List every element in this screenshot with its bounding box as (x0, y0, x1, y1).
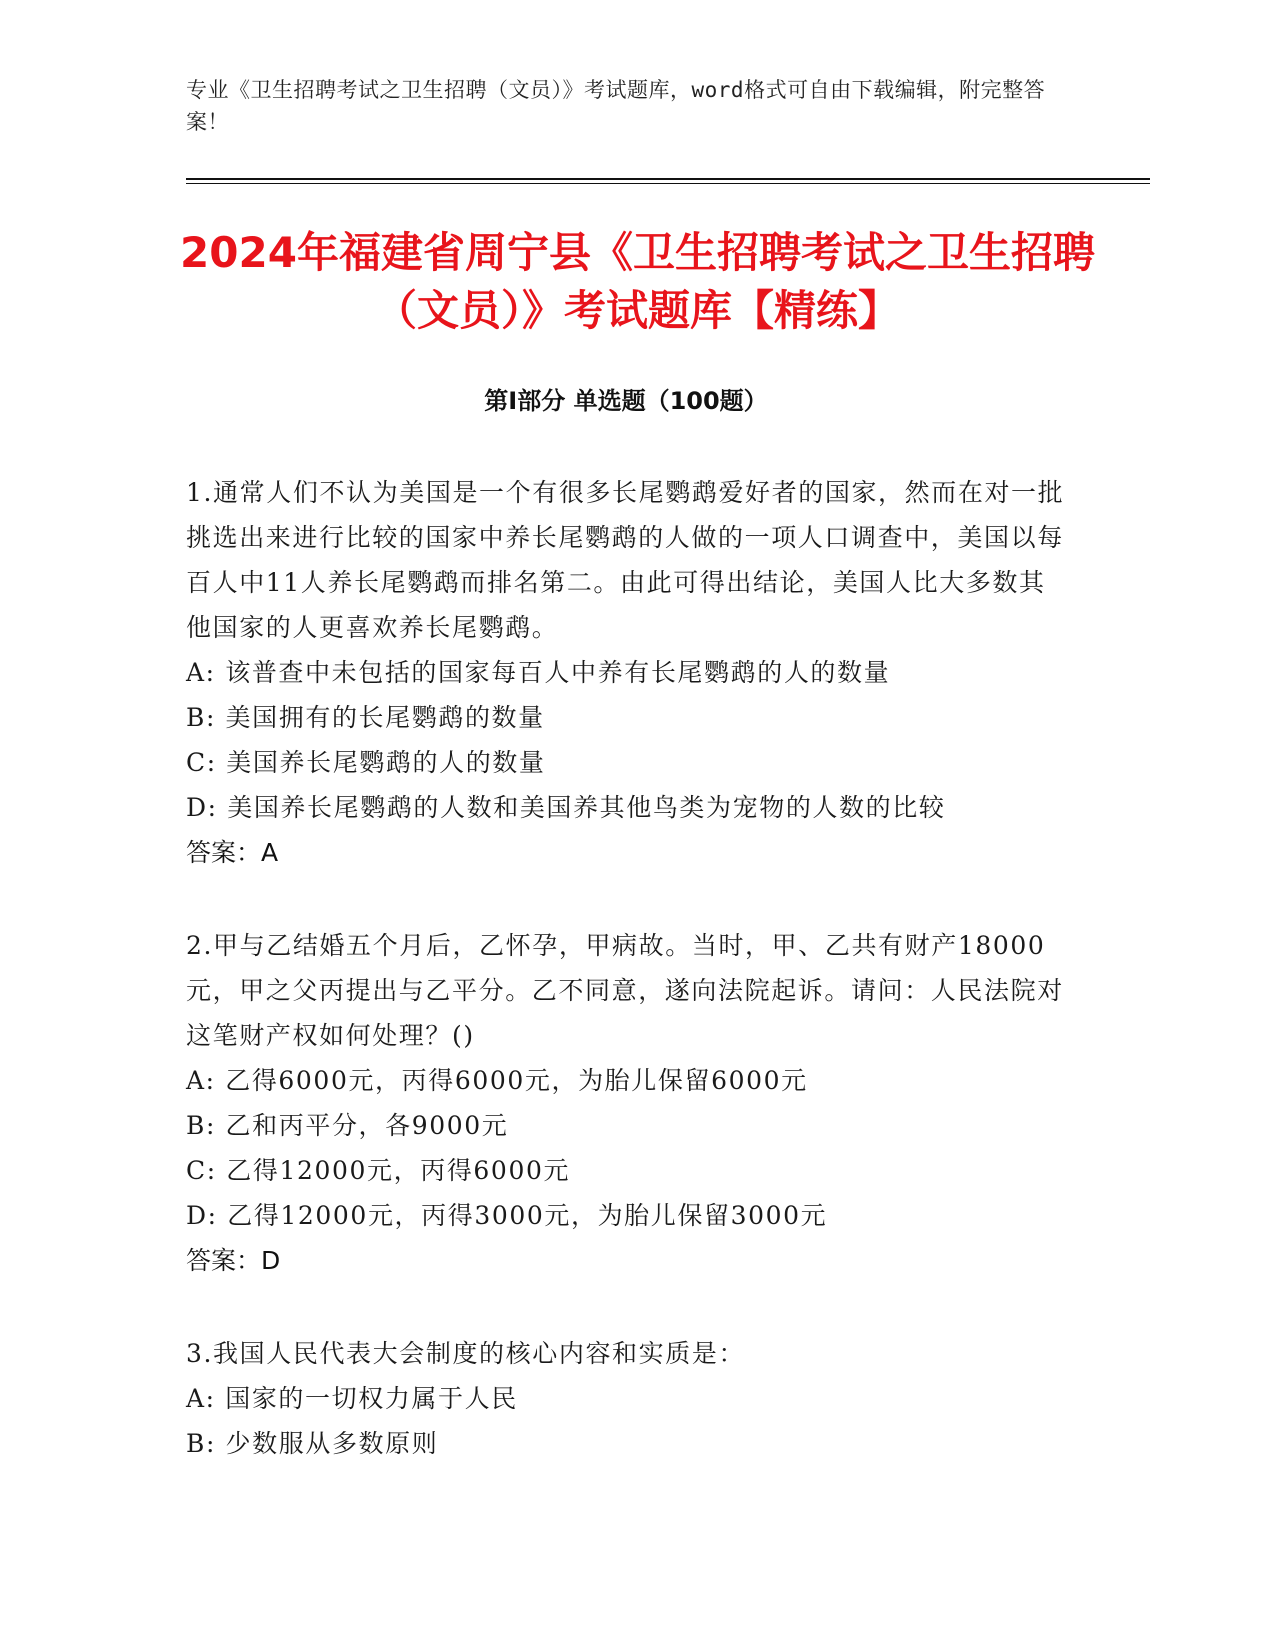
question-list (186, 470, 1066, 1514)
option-c: C: 美国养长尾鹦鹉的人的数量 (186, 748, 546, 777)
option-b: B: 乙和丙平分，各9000元 (186, 1111, 509, 1140)
option-b: B: 少数服从多数原则 (186, 1429, 439, 1458)
answer-line: 答案：A (186, 838, 279, 867)
question-3 (186, 1331, 1066, 1466)
question-stem: 2.甲与乙结婚五个月后，乙怀孕，甲病故。当时，甲、乙共有财产18000元，甲之父丙提出与乙平分。乙不同意，遂向法院起诉。请问：人民法院对这笔财产权如何处理？() (186, 931, 1064, 1050)
option-b: B: 美国拥有的长尾鹦鹉的数量 (186, 703, 545, 732)
header-divider-thin (186, 183, 1150, 184)
question-2 (186, 923, 1066, 1283)
header-note: 专业《卫生招聘考试之卫生招聘（文员）》考试题库，word格式可自由下载编辑，附完整答案！ (186, 78, 1046, 134)
section-heading: 第I部分 单选题（100题） (484, 387, 768, 415)
option-a: A: 乙得6000元，丙得6000元，为胎儿保留6000元 (186, 1066, 808, 1095)
option-a: A: 国家的一切权力属于人民 (186, 1384, 518, 1413)
option-d: D: 乙得12000元，丙得3000元，为胎儿保留3000元 (186, 1201, 828, 1230)
answer-line: 答案：D (186, 1246, 281, 1275)
document-title: 2024年福建省周宁县《卫生招聘考试之卫生招聘（文员）》考试题库【精练】 (180, 228, 1095, 335)
question-stem: 1.通常人们不认为美国是一个有很多长尾鹦鹉爱好者的国家，然而在对一批挑选出来进行比较的国家中养长尾鹦鹉的人做的一项人口调查中，美国以每百人中11人养长尾鹦鹉而排名第二。由此可得出结论，美国人比大多数其他国家的人更喜欢养长尾鹦鹉。 (186, 478, 1065, 642)
option-d: D: 美国养长尾鹦鹉的人数和美国养其他鸟类为宠物的人数的比较 (186, 793, 946, 822)
option-c: C: 乙得12000元，丙得6000元 (186, 1156, 571, 1185)
header-divider-thick (186, 178, 1150, 180)
option-a: A: 该普查中未包括的国家每百人中养有长尾鹦鹉的人的数量 (186, 658, 891, 687)
question-1 (186, 470, 1066, 875)
question-stem: 3.我国人民代表大会制度的核心内容和实质是： (186, 1339, 746, 1368)
